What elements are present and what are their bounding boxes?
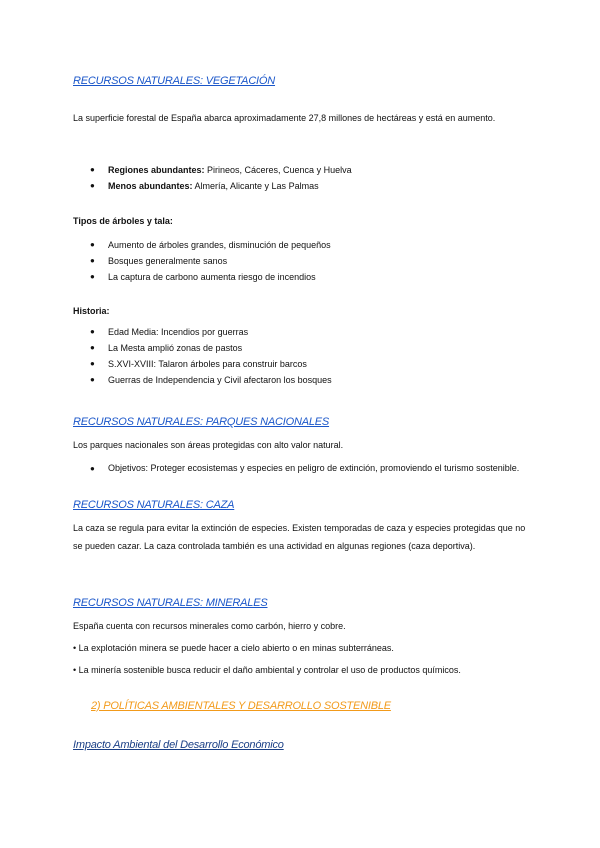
section-title-vegetacion: RECURSOS NATURALES: VEGETACIÓN xyxy=(73,75,276,87)
section-title-parques: RECURSOS NATURALES: PARQUES NACIONALES xyxy=(73,416,330,428)
minerales-intro: España cuenta con recursos minerales como carbón, hierro y cobre. xyxy=(73,621,346,631)
bullet-icon: ● xyxy=(90,343,95,352)
section-title-caza: RECURSOS NATURALES: CAZA xyxy=(73,499,235,511)
section-title-impacto: Impacto Ambiental del Desarrollo Económico xyxy=(73,739,284,751)
regions-label: Regiones abundantes: xyxy=(108,165,205,175)
parques-objetivos: Objetivos: Proteger ecosistemas y especies en peligro de extinción, promoviendo el turismo sostenible. xyxy=(108,463,520,473)
bullet-icon: ● xyxy=(90,165,95,174)
history-item: Guerras de Independencia y Civil afectaron los bosques xyxy=(108,375,332,385)
bullet-icon: ● xyxy=(90,240,95,249)
section-title-minerales: RECURSOS NATURALES: MINERALES xyxy=(73,597,268,609)
history-item: Edad Media: Incendios por guerras xyxy=(108,327,249,337)
caza-text: La caza se regula para evitar la extinción de especies. Existen temporadas de caza y especies protegidas que no se pueden cazar. La caza controlada también es una actividad en algunas regiones (caza deportiva). xyxy=(73,523,526,551)
parques-intro: Los parques nacionales son áreas protegidas con alto valor natural. xyxy=(73,440,344,450)
history-item: S.XVI-XVIII: Talaron árboles para construir barcos xyxy=(108,359,307,369)
bullet-icon: ● xyxy=(90,375,95,384)
trees-item: Bosques generalmente sanos xyxy=(108,256,228,266)
history-heading: Historia: xyxy=(73,306,110,316)
trees-item: La captura de carbono aumenta riesgo de incendios xyxy=(108,272,316,282)
bullet-icon: ● xyxy=(90,181,95,190)
regions-text: Pirineos, Cáceres, Cuenca y Huelva xyxy=(204,165,352,175)
vegetacion-intro: La superficie forestal de España abarca aproximadamente 27,8 millones de hectáreas y está en aumento. xyxy=(73,113,496,123)
trees-item: Aumento de árboles grandes, disminución de pequeños xyxy=(108,240,331,250)
minerales-item: • La explotación minera se puede hacer a cielo abierto o en minas subterráneas. xyxy=(73,643,394,653)
bullet-icon: ● xyxy=(90,272,95,281)
bullet-icon: ● xyxy=(90,464,95,473)
trees-heading: Tipos de árboles y tala: xyxy=(73,216,173,226)
regions-item-less xyxy=(108,178,528,194)
bullet-icon: ● xyxy=(90,359,95,368)
regions-item-abundant xyxy=(108,162,528,178)
history-item: La Mesta amplió zonas de pastos xyxy=(108,343,243,353)
bullet-icon: ● xyxy=(90,256,95,265)
section-title-politicas: 2) POLÍTICAS AMBIENTALES Y DESARROLLO SOSTENIBLE xyxy=(91,700,391,712)
regions-label: Menos abundantes: xyxy=(108,181,193,191)
minerales-item: • La minería sostenible busca reducir el daño ambiental y controlar el uso de productos químicos. xyxy=(73,665,461,675)
regions-text: Almería, Alicante y Las Palmas xyxy=(192,181,319,191)
bullet-icon: ● xyxy=(90,327,95,336)
